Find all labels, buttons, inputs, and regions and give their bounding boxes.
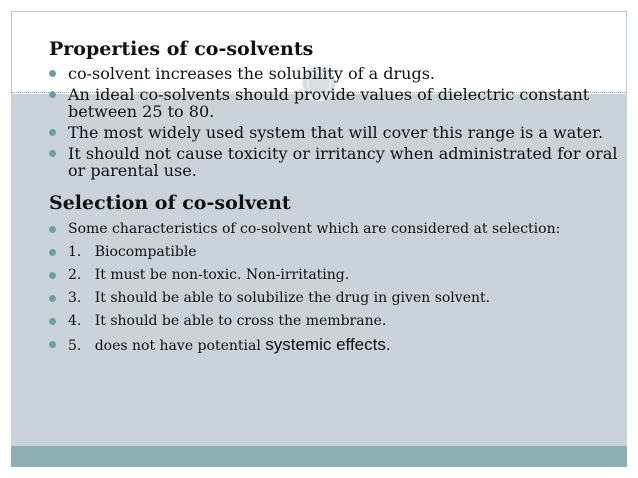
section-title-properties: Properties of co-solvents bbox=[49, 38, 314, 60]
properties-list bbox=[49, 65, 619, 179]
list-item: 1. Biocompatible bbox=[49, 244, 619, 261]
bullet-icon bbox=[49, 129, 56, 136]
list-item: 5. does not have potential systemic effects. bbox=[49, 336, 619, 355]
section-title-selection: Selection of co-solvent bbox=[49, 192, 291, 214]
list-item: 2. It must be non-toxic. Non-irritating. bbox=[49, 267, 619, 284]
bullet-icon bbox=[49, 226, 56, 233]
slide-content bbox=[49, 37, 619, 355]
emphasized-text: systemic effects. bbox=[265, 335, 391, 354]
bullet-icon bbox=[49, 318, 56, 325]
list-item: An ideal co-solvents should provide values of dielectric constant between 25 to 80. bbox=[49, 86, 619, 120]
list-item: 4. It should be able to cross the membrane. bbox=[49, 313, 619, 330]
bullet-icon bbox=[49, 295, 56, 302]
list-item: The most widely used system that will cover this range is a water. bbox=[49, 124, 619, 141]
bullet-icon bbox=[49, 91, 56, 98]
list-item: co-solvent increases the solubility of a drugs. bbox=[49, 65, 619, 82]
list-item: It should not cause toxicity or irritancy when administrated for oral or parental use. bbox=[49, 145, 619, 179]
bullet-icon bbox=[49, 249, 56, 256]
bullet-icon bbox=[49, 150, 56, 157]
selection-list bbox=[49, 221, 619, 355]
bullet-icon bbox=[49, 70, 56, 77]
list-item: 3. It should be able to solubilize the drug in given solvent. bbox=[49, 290, 619, 307]
list-item: Some characteristics of co-solvent which are considered at selection: bbox=[49, 221, 619, 238]
footer-strip bbox=[11, 446, 627, 467]
bullet-icon bbox=[49, 272, 56, 279]
bullet-icon bbox=[49, 341, 56, 348]
